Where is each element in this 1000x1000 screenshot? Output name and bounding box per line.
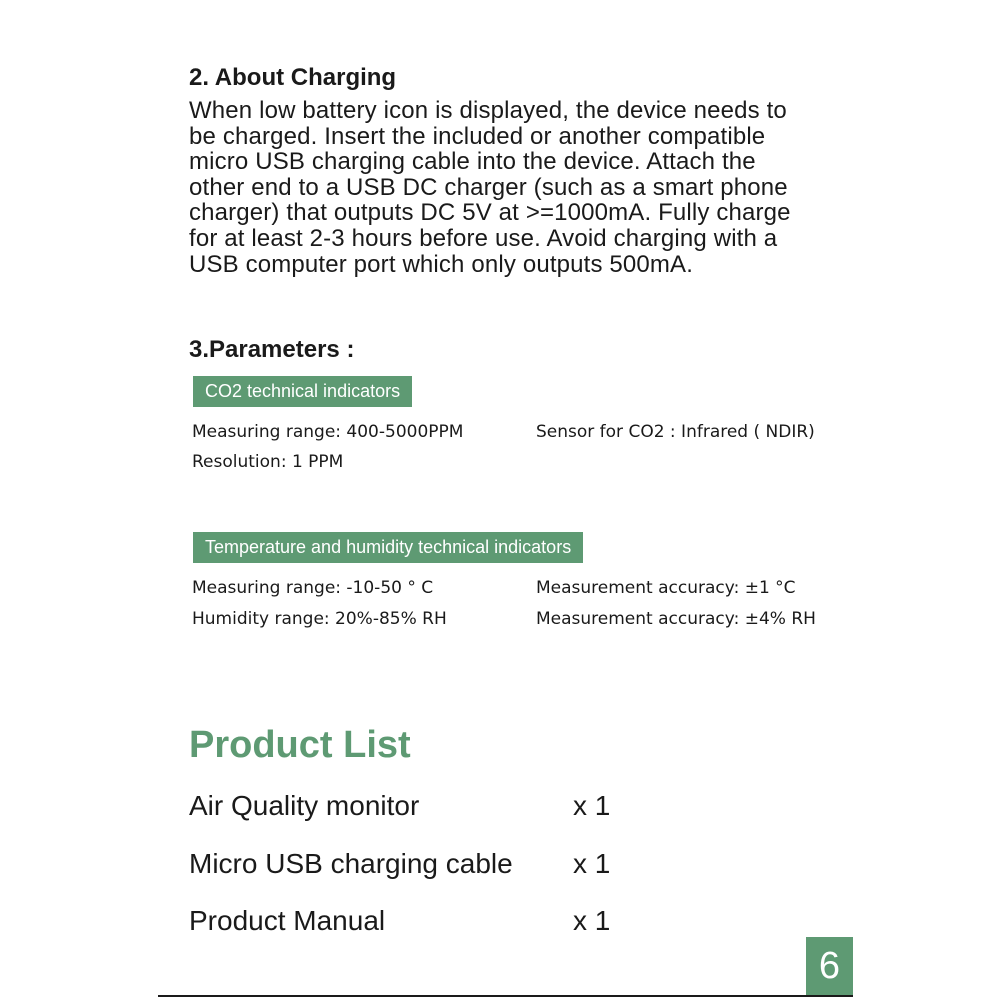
temperature-accuracy: Measurement accuracy: ±1 °C [536,578,796,598]
charging-line: charger) that outputs DC 5V at >=1000mA. Fully charge [189,199,791,227]
co2-resolution: Resolution: 1 PPM [192,452,344,472]
charging-line: USB computer port which only outputs 500mA. [189,250,694,278]
temp-humidity-indicators-badge: Temperature and humidity technical indicators [193,532,583,563]
footer-divider [158,995,853,997]
product-list-title: Product List [189,724,411,766]
product-item-quantity: x 1 [573,905,611,936]
product-item-name: Micro USB charging cable [189,848,513,879]
temperature-measuring-range: Measuring range: -10-50 ° C [192,578,434,598]
page-number: 6 [806,937,853,995]
product-item-quantity: x 1 [573,790,611,821]
charging-paragraph [189,98,849,277]
co2-indicators-badge: CO2 technical indicators [193,376,412,407]
product-item-name: Air Quality monitor [189,790,420,821]
charging-line: When low battery icon is displayed, the device needs to [189,97,787,124]
humidity-range: Humidity range: 20%-85% RH [192,609,447,629]
charging-line: for at least 2-3 hours before use. Avoid charging with a [189,224,778,252]
charging-line: other end to a USB DC charger (such as a smart phone [189,173,788,201]
parameters-heading: 3.Parameters : [189,336,355,363]
product-item-quantity: x 1 [573,848,611,879]
charging-heading: 2. About Charging [189,64,397,91]
co2-sensor: Sensor for CO2 : Infrared ( NDIR) [536,422,815,442]
charging-line: micro USB charging cable into the device. Attach the [189,148,756,176]
humidity-accuracy: Measurement accuracy: ±4% RH [536,609,816,629]
co2-measuring-range: Measuring range: 400-5000PPM [192,422,464,442]
charging-line: be charged. Insert the included or another compatible [189,122,766,150]
product-item-name: Product Manual [189,905,386,936]
